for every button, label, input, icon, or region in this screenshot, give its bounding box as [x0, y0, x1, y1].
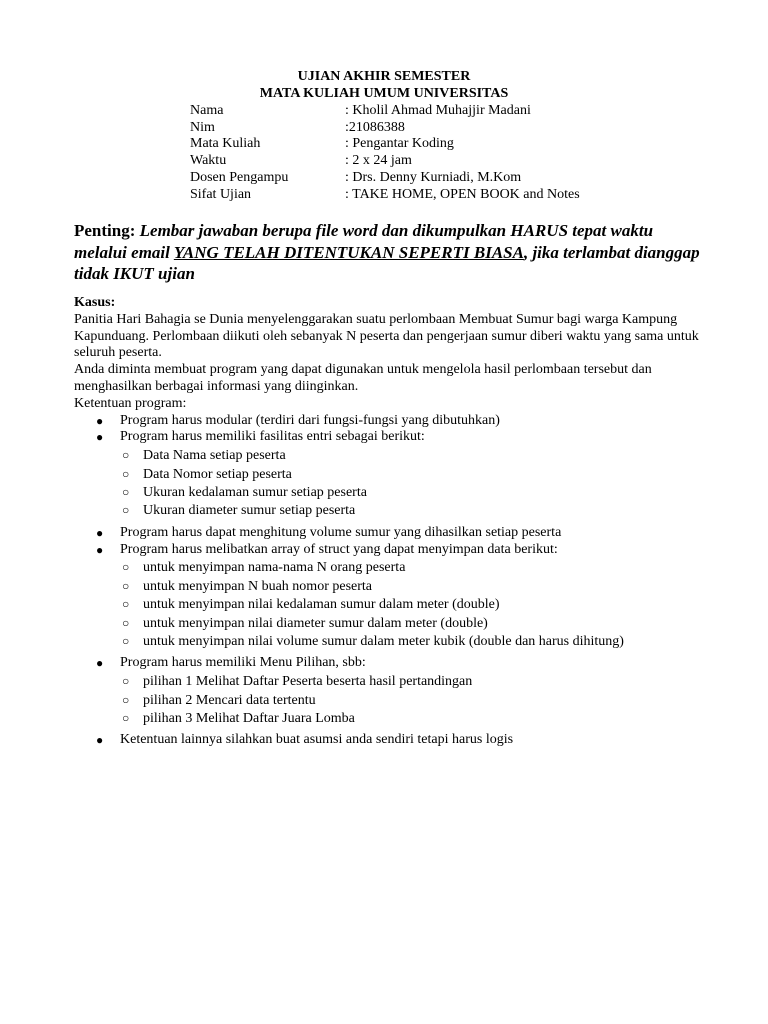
sub-item-text: untuk menyimpan nama-nama N orang peserta: [143, 560, 406, 576]
sub-item-text: untuk menyimpan nilai volume sumur dalam meter kubik (double dan harus dihitung): [143, 634, 624, 650]
info-value: : Drs. Denny Kurniadi, M.Kom: [345, 169, 522, 185]
list-item: [74, 525, 704, 542]
circle-bullet-icon: ○: [122, 674, 130, 689]
sub-list-item: [120, 692, 704, 710]
course-title: MATA KULIAH UMUM UNIVERSITAS: [259, 86, 509, 101]
circle-bullet-icon: ○: [122, 634, 130, 649]
sub-item-text: Ukuran diameter sumur setiap peserta: [143, 503, 356, 519]
info-value: : Pengantar Koding: [345, 136, 454, 152]
requirements-list: [74, 413, 704, 750]
sub-item-text: pilihan 3 Melihat Daftar Juara Lomba: [143, 711, 355, 727]
student-info-block: [190, 103, 580, 203]
notice-lead: Penting:: [74, 221, 136, 240]
bullet-icon: ●: [96, 525, 104, 540]
exam-title: UJIAN AKHIR SEMESTER: [297, 69, 471, 84]
requirements-heading: Ketentuan program:: [74, 395, 187, 411]
notice-text: [74, 221, 700, 283]
bullet-icon: ●: [96, 413, 104, 428]
info-label: Waktu: [190, 153, 227, 169]
info-row-mata-kuliah: [190, 136, 580, 153]
info-value: : 2 x 24 jam: [345, 153, 412, 169]
circle-bullet-icon: ○: [122, 484, 130, 499]
sub-item-text: untuk menyimpan nilai kedalaman sumur dalam meter (double): [143, 597, 500, 613]
sub-list-item: [120, 710, 704, 728]
info-row-waktu: [190, 153, 580, 170]
sub-item-text: untuk menyimpan N buah nomor peserta: [143, 578, 373, 594]
sub-list-item: [120, 673, 704, 691]
bullet-icon: ●: [96, 430, 104, 445]
info-value: : TAKE HOME, OPEN BOOK and Notes: [345, 186, 580, 202]
info-value: : Kholil Ahmad Muhajjir Madani: [345, 103, 531, 118]
circle-bullet-icon: ○: [122, 597, 130, 612]
case-paragraph: Panitia Hari Bahagia se Dunia menyelenggarakan suatu perlombaan Membuat Sumur bagi warga Kampung Kapunduang. Perlombaan diikuti oleh sebanyak N peserta dan pengerjaan sumur diberi waktu yang sama untuk seluruh peserta.: [74, 311, 699, 361]
sub-item-text: Data Nama setiap peserta: [143, 448, 286, 464]
list-item-text: Program harus dapat menghitung volume sumur yang dihasilkan setiap peserta: [120, 524, 562, 540]
sub-list-item: [120, 633, 704, 651]
circle-bullet-icon: ○: [122, 448, 130, 463]
sub-item-text: pilihan 2 Mencari data tertentu: [143, 692, 316, 708]
sub-list: [120, 673, 704, 728]
list-item-text: Program harus modular (terdiri dari fungsi-fungsi yang dibutuhkan): [120, 412, 500, 428]
sub-list-item: [120, 596, 704, 614]
sub-item-text: untuk menyimpan nilai diameter sumur dalam meter (double): [143, 615, 488, 631]
list-item-text: Ketentuan lainnya silahkan buat asumsi anda sendiri tetapi harus logis: [120, 732, 514, 748]
list-item-text: Program harus memiliki fasilitas entri sebagai berikut:: [120, 429, 425, 445]
case-heading: Kasus:: [74, 295, 116, 310]
sub-list-item: [120, 466, 704, 484]
info-value: :21086388: [345, 119, 405, 135]
bullet-icon: ●: [96, 733, 104, 748]
info-label: Dosen Pengampu: [190, 169, 289, 185]
sub-item-text: Ukuran kedalaman sumur setiap peserta: [143, 484, 367, 500]
sub-list: [120, 447, 704, 521]
circle-bullet-icon: ○: [122, 578, 130, 593]
notice-underlined: YANG TELAH DITENTUKAN SEPERTI BIASA: [173, 242, 524, 262]
notice-part1: Lembar jawaban berupa file word dan dikumpulkan HARUS tepat waktu melalui email: [74, 221, 654, 262]
info-label: Nim: [190, 119, 215, 135]
notice-part2: , jika terlambat dianggap tidak IKUT ujian: [74, 242, 700, 283]
sub-list-item: [120, 578, 704, 596]
info-label: Mata Kuliah: [190, 136, 261, 152]
info-row-dosen: [190, 170, 580, 187]
sub-list-item: [120, 502, 704, 520]
info-row-nama: [190, 103, 580, 120]
info-label: Nama: [190, 103, 224, 118]
sub-list-item: [120, 615, 704, 633]
circle-bullet-icon: ○: [122, 711, 130, 726]
bullet-icon: ●: [96, 656, 104, 671]
list-item-text: Program harus memiliki Menu Pilihan, sbb:: [120, 655, 366, 671]
circle-bullet-icon: ○: [122, 560, 130, 575]
list-item: [74, 429, 704, 520]
circle-bullet-icon: ○: [122, 615, 130, 630]
list-item: [74, 732, 704, 749]
circle-bullet-icon: ○: [122, 692, 130, 707]
important-notice: [74, 220, 704, 285]
circle-bullet-icon: ○: [122, 503, 130, 518]
sub-list-item: [120, 484, 704, 502]
sub-list-item: [120, 447, 704, 465]
info-row-sifat-ujian: [190, 187, 580, 204]
sub-list-item: [120, 559, 704, 577]
sub-item-text: pilihan 1 Melihat Daftar Peserta beserta hasil pertandingan: [143, 674, 473, 690]
circle-bullet-icon: ○: [122, 466, 130, 481]
list-item-text: Program harus melibatkan array of struct yang dapat menyimpan data berikut:: [120, 541, 558, 557]
bullet-icon: ●: [96, 542, 104, 557]
sub-list: [120, 559, 704, 651]
list-item: [74, 655, 704, 728]
list-item: [74, 542, 704, 652]
list-item: [74, 413, 704, 430]
info-row-nim: [190, 120, 580, 137]
case-paragraph: Anda diminta membuat program yang dapat digunakan untuk mengelola hasil perlombaan tersebut dan menghasilkan berbagai informasi yang diinginkan.: [74, 362, 652, 394]
case-section: [74, 295, 704, 749]
info-label: Sifat Ujian: [190, 186, 252, 202]
sub-item-text: Data Nomor setiap peserta: [143, 466, 292, 482]
